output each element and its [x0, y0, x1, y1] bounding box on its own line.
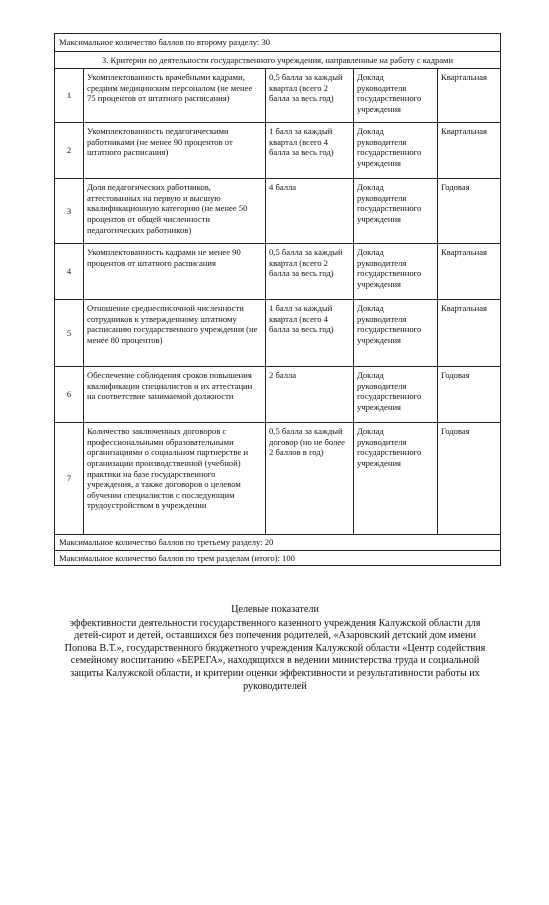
row-number: 1 [55, 69, 84, 123]
criterion-cell: Количество заключенных договоров с профессиональными образовательными организациями о социальном партнерстве и организации производственной (учебной) практики на базе государственного учреждения, а также договоров о целевом обучении специалистов с последующим трудоустройством в учреждении [84, 423, 266, 535]
section2-max-row [55, 34, 501, 52]
target-indicators-body: эффективности деятельности государственного казенного учреждения Калужской области для детей-сирот и детей, оставшихся без попечения родителей, «Азаровский детский дом имени Попова В.Т.», государственного бюджетного учреждения Калужской области «Центр содействия семейному воспитанию «БЕРЕГА», находящихся в ведении министерства труда и социальной защиты Калужской области, и критерии оценки эффективности и результативности работы их руководителей [64, 617, 486, 692]
period-cell: Квартальная [438, 244, 501, 300]
section3-title: 3. Критерии по деятельности государственного учреждения, направленные на работу с кадрами [55, 51, 501, 69]
points-cell: 0,5 балла за каждый квартал (всего 2 балла за весь год) [266, 244, 354, 300]
points-cell: 2 балла [266, 367, 354, 423]
criterion-cell: Укомплектованность кадрами не менее 90 процентов от штатного расписания [84, 244, 266, 300]
section3-title-row [55, 51, 501, 69]
criterion-cell: Укомплектованность педагогическими работниками (не менее 90 процентов от штатного расписания) [84, 123, 266, 179]
source-cell: Доклад руководителя государственного учреждения [354, 423, 438, 535]
criterion-cell: Отношение среднесписочной численности сотрудников к утвержденному штатному расписанию государственного учреждения (не менее 80 процентов) [84, 300, 266, 367]
source-cell: Доклад руководителя государственного учреждения [354, 300, 438, 367]
row-number: 5 [55, 300, 84, 367]
source-cell: Доклад руководителя государственного учреждения [354, 244, 438, 300]
period-cell: Квартальная [438, 123, 501, 179]
period-cell: Квартальная [438, 69, 501, 123]
criterion-cell: Обеспечение соблюдения сроков повышения квалификации специалистов и их аттестации на соответствие занимаемой должности [84, 367, 266, 423]
target-indicators-heading [60, 604, 490, 693]
table-row [55, 244, 501, 300]
points-cell: 4 балла [266, 179, 354, 244]
table-row [55, 367, 501, 423]
section3-max-text: Максимальное количество баллов по третьему разделу: 20 [55, 535, 501, 551]
points-cell: 1 балл за каждый квартал (всего 4 балла за весь год) [266, 300, 354, 367]
table-row [55, 423, 501, 535]
row-number: 4 [55, 244, 84, 300]
table-row [55, 123, 501, 179]
criterion-cell: Доля педагогических работников, аттестованных на первую и высшую квалификационную категорию (не менее 50 процентов от общей численности педагогических работников) [84, 179, 266, 244]
total-max-row [55, 550, 501, 566]
source-cell: Доклад руководителя государственного учреждения [354, 69, 438, 123]
table-row [55, 179, 501, 244]
row-number: 6 [55, 367, 84, 423]
period-cell: Годовая [438, 423, 501, 535]
target-indicators-title: Целевые показатели [231, 604, 319, 615]
table-row [55, 300, 501, 367]
row-number: 2 [55, 123, 84, 179]
criterion-cell: Укомплектованность врачебными кадрами, средним медицинским персоналом (не менее 75 процентов от штатного расписания) [84, 69, 266, 123]
period-cell: Годовая [438, 179, 501, 244]
row-number: 3 [55, 179, 84, 244]
points-cell: 1 балл за каждый квартал (всего 4 балла за весь год) [266, 123, 354, 179]
section3-max-row [55, 535, 501, 551]
table-row [55, 69, 501, 123]
criteria-table [54, 33, 501, 566]
source-cell: Доклад руководителя государственного учреждения [354, 367, 438, 423]
row-number: 7 [55, 423, 84, 535]
total-max-text: Максимальное количество баллов по трем разделам (итого): 100 [55, 550, 501, 566]
source-cell: Доклад руководителя государственного учреждения [354, 123, 438, 179]
points-cell: 0,5 балла за каждый квартал (всего 2 балла за весь год) [266, 69, 354, 123]
source-cell: Доклад руководителя государственного учреждения [354, 179, 438, 244]
points-cell: 0,5 балла за каждый договор (но не более 2 баллов в год) [266, 423, 354, 535]
section2-max-text: Максимальное количество баллов по второму разделу: 30 [55, 34, 501, 52]
period-cell: Квартальная [438, 300, 501, 367]
period-cell: Годовая [438, 367, 501, 423]
